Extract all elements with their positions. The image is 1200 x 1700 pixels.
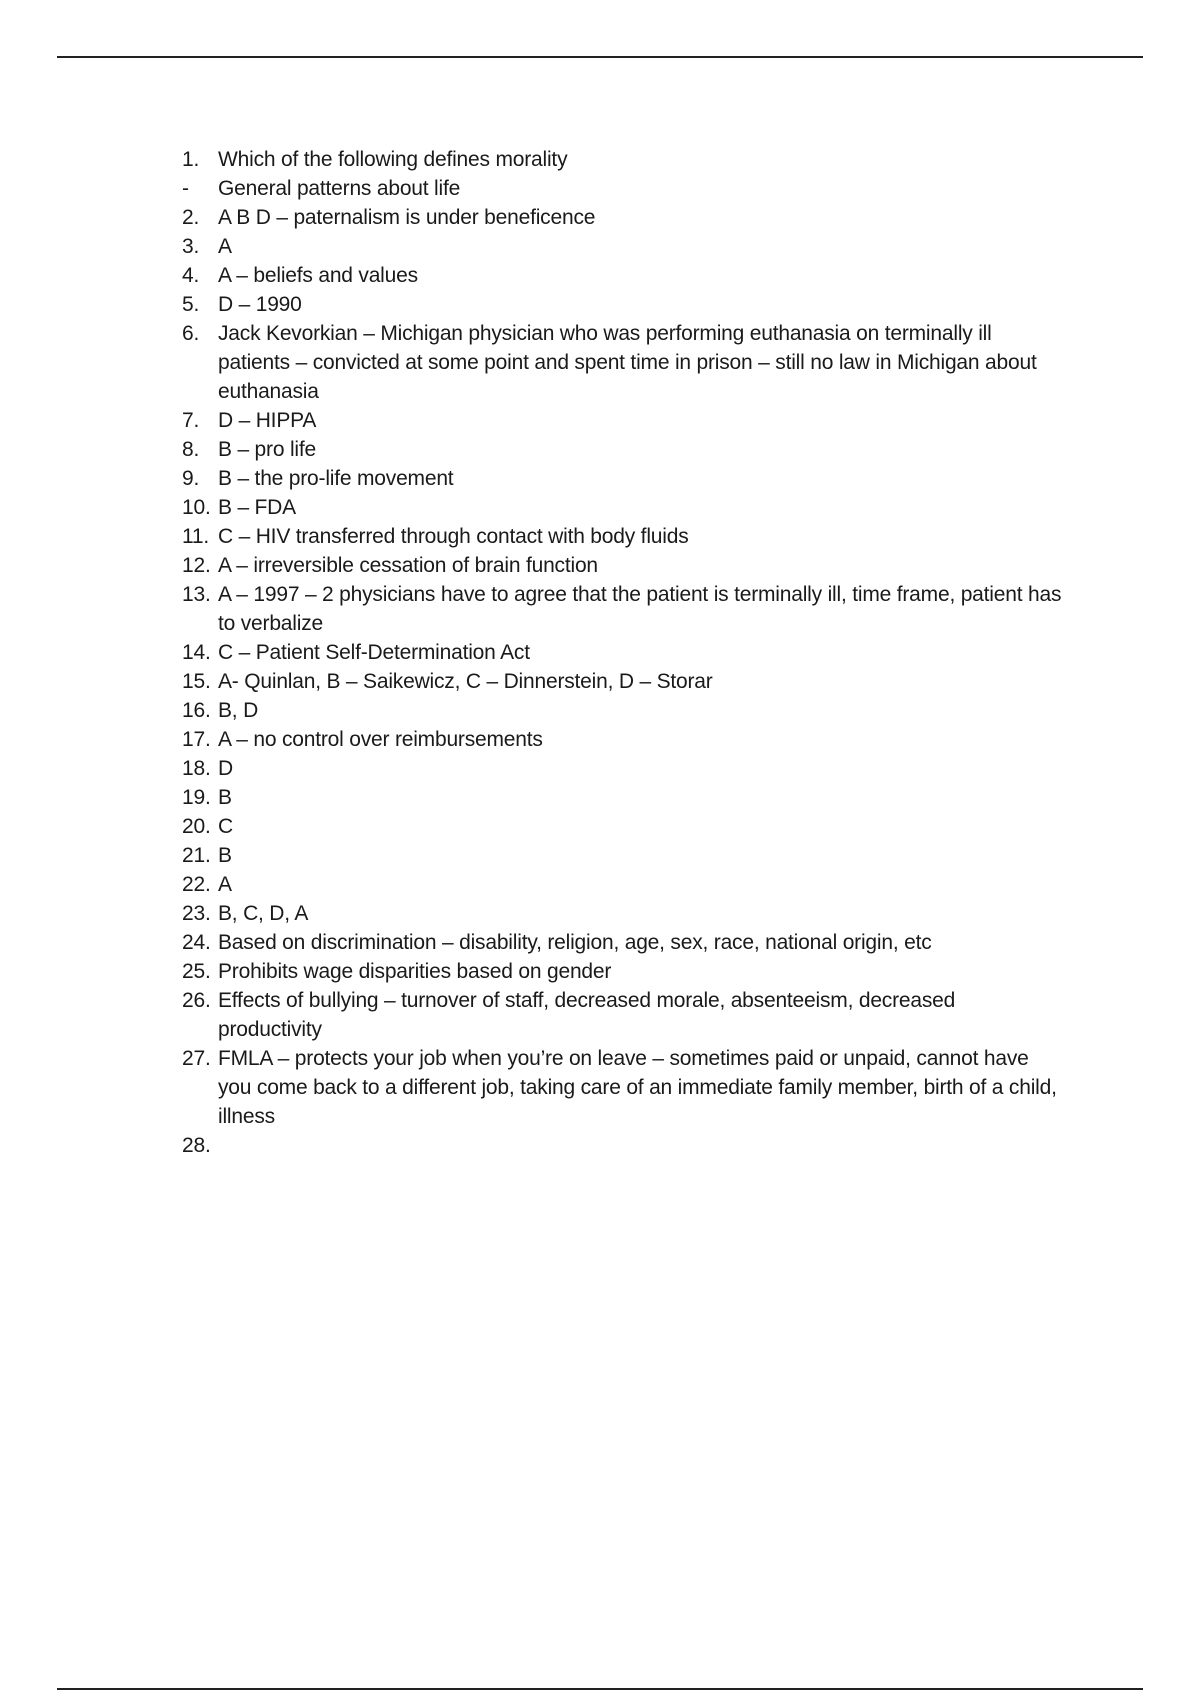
list-item-number: 27.: [182, 1047, 211, 1070]
list-item: [182, 406, 1062, 435]
list-item: [182, 986, 1062, 1044]
list-item-number: 1.: [182, 148, 200, 171]
list-item: [182, 145, 1062, 174]
list-item-text: Jack Kevorkian – Michigan physician who was performing euthanasia on terminally ill patients – convicted at some point and spent time in prison – still no law in Michigan about euthanasia: [218, 322, 1037, 403]
list-item: [182, 754, 1062, 783]
list-item-text: Based on discrimination – disability, religion, age, sex, race, national origin, etc: [218, 931, 932, 954]
list-item-text: A- Quinlan, B – Saikewicz, C – Dinnerstein, D – Storar: [218, 670, 713, 693]
list-item-number: 26.: [182, 989, 211, 1012]
list-item-text: A: [218, 235, 232, 258]
list-item: [182, 464, 1062, 493]
list-item-number: 25.: [182, 960, 211, 983]
list-item-text: [218, 1131, 1062, 1160]
list-item-number: 13.: [182, 583, 211, 606]
list-item-number: 15.: [182, 670, 211, 693]
list-item: [182, 667, 1062, 696]
list-item: [182, 928, 1062, 957]
list-item-text: A – 1997 – 2 physicians have to agree that the patient is terminally ill, time frame, patient has to verbalize: [218, 583, 1062, 635]
header-rule: [57, 56, 1143, 58]
list-item-number: 9.: [182, 467, 200, 490]
list-item: [182, 1131, 1062, 1160]
list-item-text: A – irreversible cessation of brain function: [218, 554, 598, 577]
list-item: [182, 551, 1062, 580]
list-item-text: B, D: [218, 699, 259, 722]
list-item-text: B – the pro-life movement: [218, 467, 454, 490]
list-item: [182, 899, 1062, 928]
list-item-number: 7.: [182, 409, 200, 432]
list-item-text: B: [218, 844, 232, 867]
list-item-number: 23.: [182, 902, 211, 925]
list-item-number: 16.: [182, 699, 211, 722]
list-item-number: 21.: [182, 844, 211, 867]
list-item-number: 5.: [182, 293, 200, 316]
list-item-text: D: [218, 757, 233, 780]
list-item: [182, 1044, 1062, 1131]
list-item-text: Prohibits wage disparities based on gender: [218, 960, 612, 983]
list-item-number: 3.: [182, 235, 200, 258]
list-item-text: C – Patient Self-Determination Act: [218, 641, 530, 664]
list-item-text: B – pro life: [218, 438, 316, 461]
list-item-number: 17.: [182, 728, 211, 751]
list-item: [182, 174, 1062, 203]
list-item: [182, 493, 1062, 522]
list-item-text: Which of the following defines morality: [218, 148, 568, 171]
list-item-number: 20.: [182, 815, 211, 838]
list-item-number: 22.: [182, 873, 211, 896]
list-item-number: 6.: [182, 322, 200, 345]
footer-rule: [57, 1688, 1143, 1690]
list-item: [182, 203, 1062, 232]
list-item-number: -: [182, 177, 189, 200]
answer-list: [182, 145, 1062, 1160]
list-item-text: D – HIPPA: [218, 409, 317, 432]
list-item-text: C – HIV transferred through contact with body fluids: [218, 525, 689, 548]
list-item: [182, 580, 1062, 638]
list-item: [182, 725, 1062, 754]
list-item: [182, 638, 1062, 667]
list-item: [182, 841, 1062, 870]
list-item: [182, 812, 1062, 841]
list-item-text: B: [218, 786, 232, 809]
list-item: [182, 290, 1062, 319]
list-item-number: 28.: [182, 1134, 211, 1157]
list-item-text: A: [218, 873, 232, 896]
list-item-number: 24.: [182, 931, 211, 954]
list-item-text: FMLA – protects your job when you’re on leave – sometimes paid or unpaid, cannot have you come back to a different job, taking care of an immediate family member, birth of a child, illness: [218, 1047, 1057, 1128]
list-item-text: B, C, D, A: [218, 902, 309, 925]
list-item-text: A – no control over reimbursements: [218, 728, 543, 751]
list-item-text: A – beliefs and values: [218, 264, 418, 287]
list-item-number: 12.: [182, 554, 211, 577]
list-item: [182, 232, 1062, 261]
list-item-text: General patterns about life: [218, 177, 461, 200]
list-item-number: 4.: [182, 264, 200, 287]
list-item: [182, 870, 1062, 899]
list-item-number: 10.: [182, 496, 211, 519]
list-item-text: C: [218, 815, 233, 838]
list-item-number: 8.: [182, 438, 200, 461]
list-item: [182, 522, 1062, 551]
list-item-number: 11.: [182, 525, 210, 548]
list-item: [182, 261, 1062, 290]
list-item-number: 18.: [182, 757, 211, 780]
list-item-text: A B D – paternalism is under beneficence: [218, 206, 596, 229]
list-item-number: 19.: [182, 786, 211, 809]
list-item-text: D – 1990: [218, 293, 302, 316]
list-item: [182, 319, 1062, 406]
list-item: [182, 957, 1062, 986]
list-item: [182, 696, 1062, 725]
list-item-text: Effects of bullying – turnover of staff, decreased morale, absenteeism, decreased productivity: [218, 989, 956, 1041]
list-item: [182, 435, 1062, 464]
list-item-number: 14.: [182, 641, 211, 664]
list-item-text: B – FDA: [218, 496, 296, 519]
list-item: [182, 783, 1062, 812]
list-item-number: 2.: [182, 206, 200, 229]
